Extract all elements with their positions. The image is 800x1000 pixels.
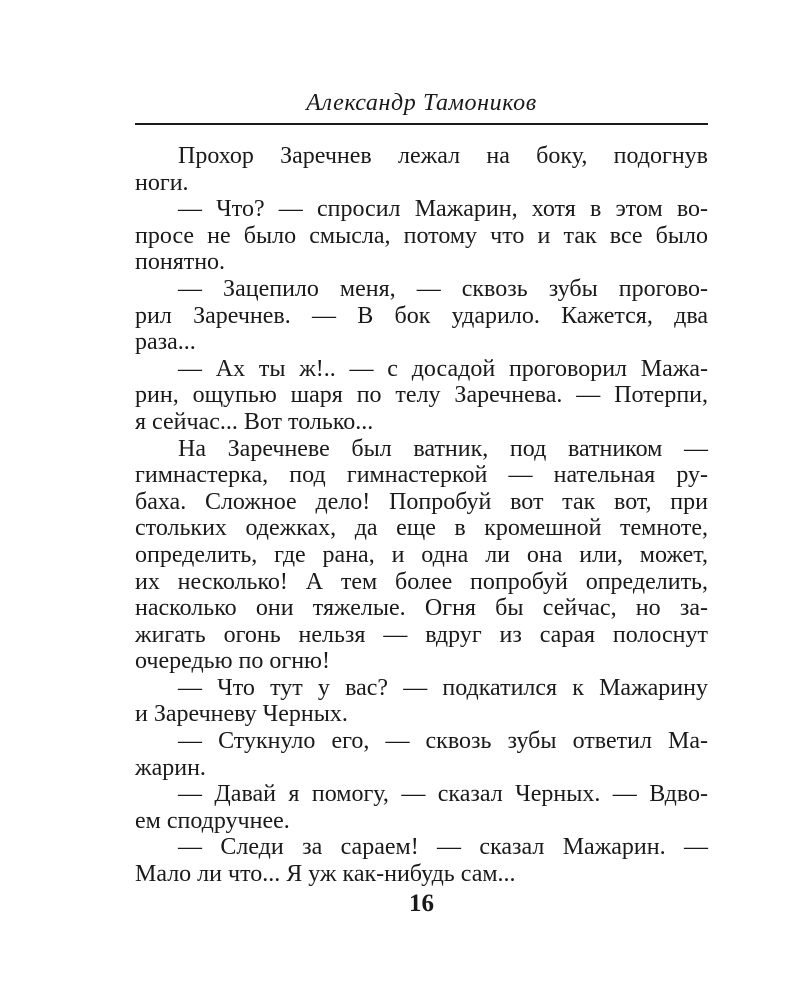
- text-line: стольких одежках, да еще в кромешной темноте,: [135, 515, 708, 542]
- text-line: — Следи за сараем! — сказал Мажарин. —: [178, 834, 708, 861]
- text-line: просе не было смысла, потому что и так все было: [135, 222, 708, 249]
- text-line: — Что? — спросил Мажарин, хотя в этом во-: [178, 196, 708, 223]
- text-line: — Что тут у вас? — подкатился к Мажарину: [178, 674, 708, 701]
- text-line: Мало ли что... Я уж как-нибудь сам...: [135, 861, 516, 888]
- text-line: — Стукнуло его, — сквозь зубы ответил Ма-: [178, 728, 708, 755]
- text-line: их несколько! А тем более попробуй определить,: [135, 568, 708, 595]
- running-head-author: Александр Тамоников: [306, 90, 537, 116]
- text-line: ем сподручнее.: [135, 807, 290, 834]
- text-line: понятно.: [135, 249, 226, 276]
- header-rule: [135, 123, 708, 125]
- text-line: рин, ощупью шаря по телу Заречнева. — Потерпи,: [135, 382, 708, 409]
- page-number: 16: [409, 890, 434, 917]
- text-line: и Заречневу Черных.: [135, 701, 348, 728]
- text-line: жарин.: [135, 754, 206, 781]
- text-line: — Зацепило меня, — сквозь зубы прогово-: [178, 275, 708, 302]
- text-line: раза...: [135, 329, 196, 356]
- text-line: очередью по огню!: [135, 648, 330, 675]
- text-line: На Заречневе был ватник, под ватником —: [178, 435, 708, 462]
- text-line: насколько они тяжелые. Огня бы сейчас, но за-: [135, 595, 708, 622]
- text-line: определить, где рана, и одна ли она или, может,: [135, 541, 708, 568]
- text-line: рил Заречнев. — В бок ударило. Кажется, два: [135, 302, 708, 329]
- text-line: баха. Сложное дело! Попробуй вот так вот, при: [135, 488, 708, 515]
- text-line: гимнастерка, под гимнастеркой — нательная ру-: [135, 462, 708, 489]
- text-line: — Давай я помогу, — сказал Черных. — Вдво-: [178, 781, 708, 808]
- text-line: я сейчас... Вот только...: [135, 408, 374, 435]
- text-line: жигать огонь нельзя — вдруг из сарая полоснут: [135, 621, 708, 648]
- text-line: ноги.: [135, 169, 189, 196]
- text-line: Прохор Заречнев лежал на боку, подогнув: [178, 143, 708, 169]
- body-text: [135, 143, 708, 888]
- text-line: — Ах ты ж!.. — с досадой проговорил Мажа-: [178, 355, 708, 382]
